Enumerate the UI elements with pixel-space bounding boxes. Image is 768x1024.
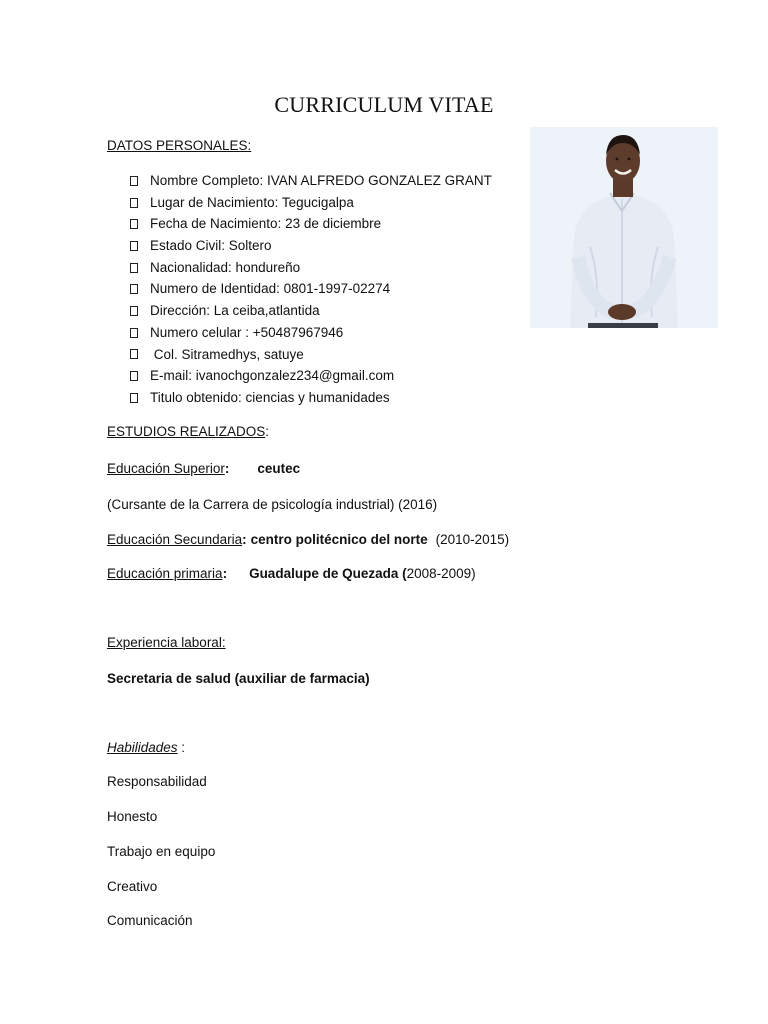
studies-heading-line	[107, 423, 269, 441]
primary-education-label: Educación primaria	[107, 566, 223, 581]
personal-item-civil-status: Estado Civil: Soltero	[150, 238, 272, 254]
personal-item-birthdate: Fecha de Nacimiento: 23 de diciembre	[150, 216, 382, 232]
checkbox-bullet-icon	[130, 241, 138, 251]
higher-education-line	[107, 460, 300, 478]
checkbox-bullet-icon	[130, 393, 138, 403]
list-item	[130, 387, 492, 409]
list-item	[130, 322, 492, 344]
primary-education-line	[107, 565, 476, 583]
personal-item-full-name: Nombre Completo: IVAN ALFREDO GONZALEZ GRANT	[150, 173, 492, 188]
checkbox-bullet-icon	[130, 198, 138, 208]
studies-heading-colon: :	[265, 424, 270, 439]
personal-item-email: E-mail: ivanochgonzalez234@gmail.com	[150, 368, 395, 384]
experience-value: Secretaria de salud (auxiliar de farmacia)	[107, 671, 370, 686]
page-title: CURRICULUM VITAE	[274, 92, 494, 117]
checkbox-bullet-icon	[130, 328, 138, 338]
personal-item-id-number: Numero de Identidad: 0801-1997-02274	[150, 281, 391, 297]
skills-heading-colon: :	[177, 740, 186, 755]
personal-item-colony: Col. Sitramedhys, satuye	[150, 346, 304, 362]
personal-item-phone: Numero celular : +50487967946	[150, 324, 344, 340]
personal-item-birthplace: Lugar de Nacimiento: Tegucigalpa	[150, 194, 354, 210]
list-item	[130, 213, 492, 235]
skills-heading-line	[107, 739, 185, 757]
higher-education-note: (Cursante de la Carrera de psicología industrial) (2016)	[107, 497, 438, 512]
list-item	[130, 365, 492, 387]
checkbox-bullet-icon	[130, 306, 138, 316]
list-item	[130, 192, 492, 214]
checkbox-bullet-icon	[130, 176, 138, 186]
primary-education-colon: :	[222, 566, 228, 581]
person-portrait-illustration	[530, 127, 718, 328]
experience-heading: Experiencia laboral:	[107, 635, 226, 650]
secondary-education-colon: :	[242, 532, 247, 547]
skills-heading: Habilidades	[107, 740, 178, 755]
personal-item-degree: Titulo obtenido: ciencias y humanidades	[150, 389, 390, 405]
list-item	[130, 344, 492, 366]
profile-photo	[530, 127, 718, 328]
checkbox-bullet-icon	[130, 284, 138, 294]
secondary-education-label: Educación Secundaria	[107, 532, 243, 547]
primary-education-years: 2008-2009)	[406, 566, 476, 581]
higher-education-label: Educación Superior	[107, 461, 225, 476]
list-item	[130, 235, 492, 257]
skill-item: Trabajo en equipo	[107, 844, 216, 859]
list-item	[130, 257, 492, 279]
personal-data-list	[130, 170, 492, 409]
higher-education-colon: :	[224, 461, 230, 476]
checkbox-bullet-icon	[130, 263, 138, 273]
primary-education-value: Guadalupe de Quezada (	[249, 566, 407, 581]
list-item	[130, 170, 492, 192]
personal-item-address: Dirección: La ceiba,atlantida	[150, 303, 320, 319]
list-item	[130, 278, 492, 300]
checkbox-bullet-icon	[130, 349, 138, 359]
secondary-education-years: (2010-2015)	[435, 532, 510, 547]
personal-item-nationality: Nacionalidad: hondureño	[150, 259, 301, 275]
personal-data-heading: DATOS PERSONALES:	[107, 138, 252, 153]
skill-item: Creativo	[107, 879, 158, 894]
studies-heading: ESTUDIOS REALIZADOS	[107, 424, 266, 439]
secondary-education-line	[107, 531, 509, 549]
secondary-education-value: centro politécnico del norte	[250, 532, 428, 547]
skill-item: Honesto	[107, 809, 158, 824]
list-item	[130, 300, 492, 322]
checkbox-bullet-icon	[130, 219, 138, 229]
checkbox-bullet-icon	[130, 371, 138, 381]
skill-item: Responsabilidad	[107, 774, 207, 789]
higher-education-value: ceutec	[257, 461, 301, 476]
skill-item: Comunicación	[107, 913, 193, 928]
